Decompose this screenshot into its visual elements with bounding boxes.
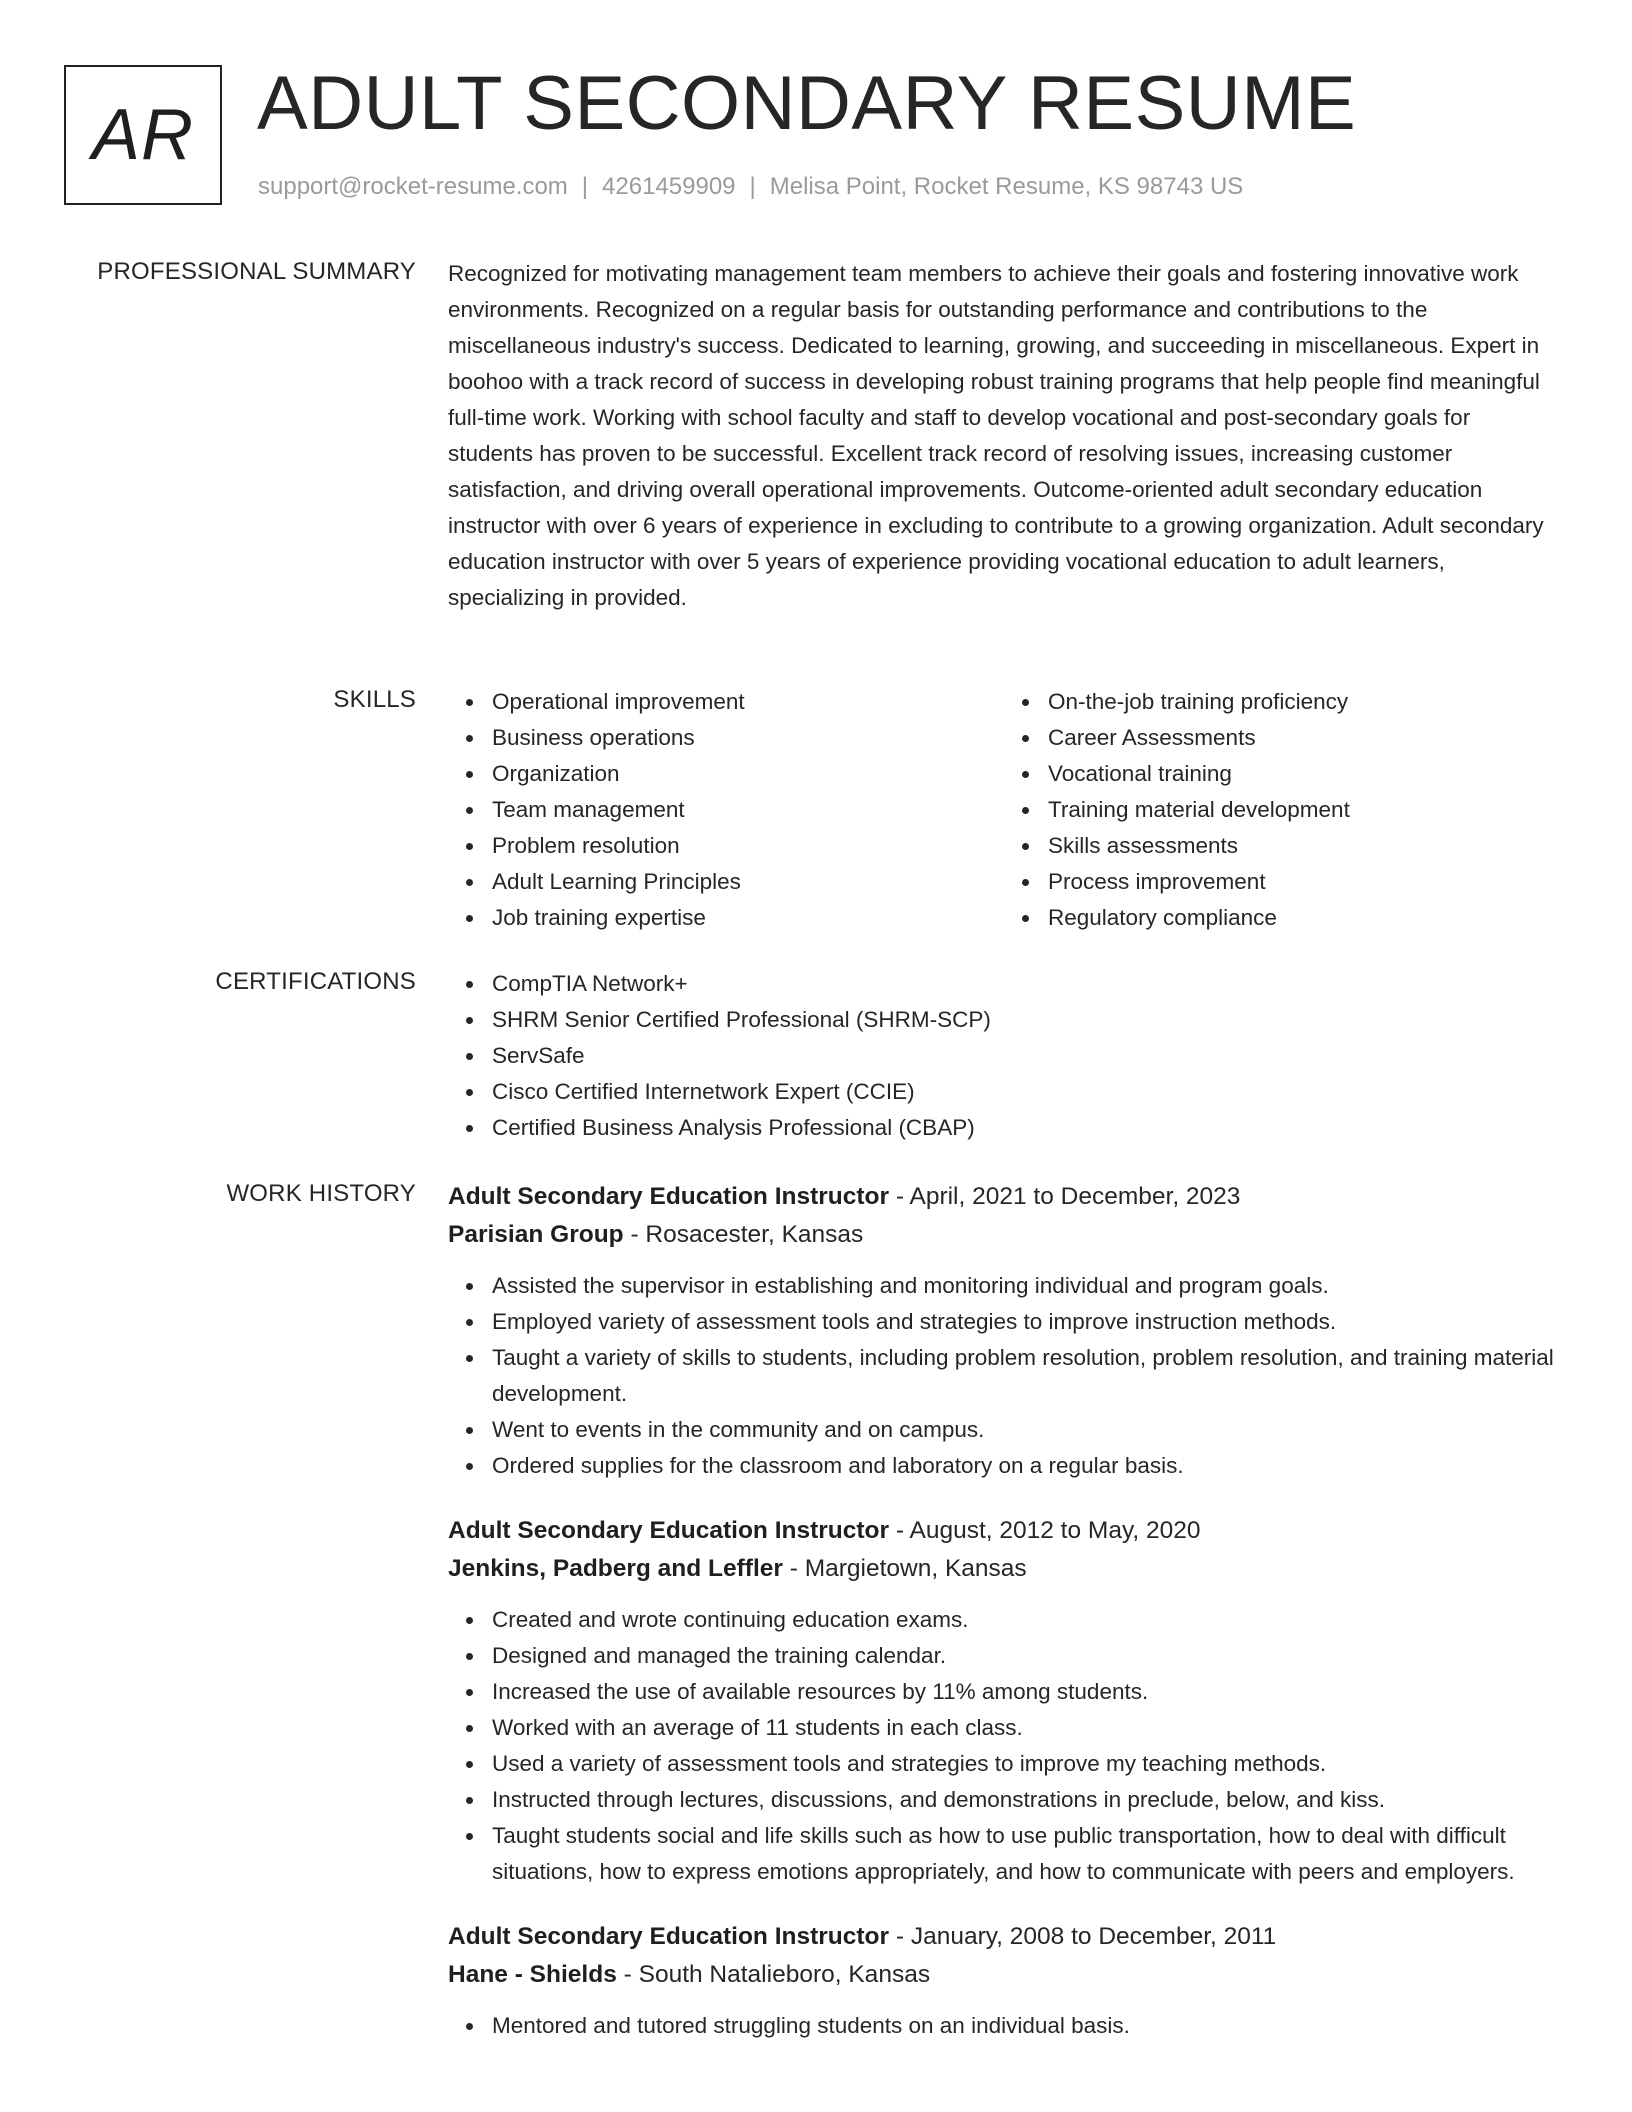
summary-content [448, 256, 1560, 616]
job-bullet-item: Went to events in the community and on campus. [492, 1412, 1560, 1448]
work-history-label: WORK HISTORY [226, 1180, 416, 1207]
skill-item: Operational improvement [492, 684, 1004, 720]
job-title-line [448, 1178, 1560, 1216]
job-bullet-item: Increased the use of available resources by 11% among students. [492, 1674, 1560, 1710]
resume-title: ADULT SECONDARY RESUME [257, 61, 1357, 146]
certification-item: Cisco Certified Internetwork Expert (CCIE) [492, 1074, 1560, 1110]
skill-item: Career Assessments [1048, 720, 1560, 756]
job-location: - South Natalieboro, Kansas [616, 1961, 931, 1988]
job-bullet-item: Ordered supplies for the classroom and laboratory on a regular basis. [492, 1448, 1560, 1484]
job-company-line [448, 1216, 1560, 1254]
skill-item: Adult Learning Principles [492, 864, 1004, 900]
skills-content [448, 684, 1560, 936]
job-bullet-item: Designed and managed the training calendar. [492, 1638, 1560, 1674]
job-bullet-item: Used a variety of assessment tools and strategies to improve my teaching methods. [492, 1746, 1560, 1782]
job-bullet-item: Employed variety of assessment tools and strategies to improve instruction methods. [492, 1304, 1560, 1340]
job-dates: - August, 2012 to May, 2020 [889, 1517, 1201, 1544]
job-title: Adult Secondary Education Instructor [448, 1923, 890, 1950]
job-bullets [448, 1602, 1560, 1890]
job-company-line [448, 1550, 1560, 1588]
job-bullet-item: Instructed through lectures, discussions, and demonstrations in preclude, below, and kiss. [492, 1782, 1560, 1818]
skill-item: Team management [492, 792, 1004, 828]
job-bullet-item: Worked with an average of 11 students in each class. [492, 1710, 1560, 1746]
contact-email[interactable]: support@rocket-resume.com [258, 173, 568, 200]
job-title: Adult Secondary Education Instructor [448, 1517, 890, 1544]
job-company: Parisian Group [448, 1221, 624, 1248]
job-bullet-item: Taught a variety of skills to students, including problem resolution, problem resolution, and training material development. [492, 1340, 1560, 1412]
job-bullet-item: Mentored and tutored struggling students on an individual basis. [492, 2008, 1560, 2044]
contact-line [258, 173, 1243, 201]
job-entry [448, 1512, 1560, 1890]
summary-text: Recognized for motivating management team members to achieve their goals and fostering innovative work environments. Recognized on a regular basis for outstanding performance and contributions to the miscellaneous industry's success. Dedicated to learning, growing, and succeeding in miscellaneous. Expert in boohoo with a track record of success in developing robust training programs that help people find meaningful full-time work. Working with school faculty and staff to develop vocational and post-secondary goals for students has proven to be successful. Excellent track record of resolving issues, increasing customer satisfaction, and driving overall operational improvements. Outcome-oriented adult secondary education instructor with over 6 years of experience in excluding to contribute to a growing organization. Adult secondary education instructor with over 5 years of experience providing vocational education to adult learners, specializing in provided. [448, 261, 1544, 610]
resume-header [64, 61, 1564, 210]
certifications-list [448, 966, 1560, 1146]
job-company-line [448, 1956, 1560, 1994]
skills-list-left [448, 684, 1004, 936]
skills-label: SKILLS [333, 686, 416, 713]
job-entry [448, 1918, 1560, 2044]
contact-address: Melisa Point, Rocket Resume, KS 98743 US [769, 173, 1244, 200]
job-location: - Margietown, Kansas [782, 1555, 1027, 1582]
certifications-label: CERTIFICATIONS [215, 968, 416, 995]
skill-item: Training material development [1048, 792, 1560, 828]
job-bullet-item: Taught students social and life skills such as how to use public transportation, how to deal with difficult situations, how to express emotions appropriately, and how to communicate with peers and employers. [492, 1818, 1560, 1890]
job-title: Adult Secondary Education Instructor [448, 1183, 890, 1210]
job-bullet-item: Created and wrote continuing education exams. [492, 1602, 1560, 1638]
job-bullets [448, 2008, 1560, 2044]
monogram-initials: AR [91, 95, 195, 175]
monogram-box [64, 65, 222, 205]
job-dates: - January, 2008 to December, 2011 [889, 1923, 1277, 1950]
skill-item: Job training expertise [492, 900, 1004, 936]
job-dates: - April, 2021 to December, 2023 [889, 1183, 1241, 1210]
skill-item: Vocational training [1048, 756, 1560, 792]
job-company: Jenkins, Padberg and Leffler [448, 1555, 783, 1582]
job-company: Hane - Shields [448, 1961, 617, 1988]
skill-item: Skills assessments [1048, 828, 1560, 864]
certifications-content [448, 966, 1560, 1146]
skills-list-right [1004, 684, 1560, 936]
skill-item: On-the-job training proficiency [1048, 684, 1560, 720]
job-bullets [448, 1268, 1560, 1484]
certification-item: ServSafe [492, 1038, 1560, 1074]
certification-item: CompTIA Network+ [492, 966, 1560, 1002]
certification-item: SHRM Senior Certified Professional (SHRM-SCP) [492, 1002, 1560, 1038]
job-bullet-item: Assisted the supervisor in establishing and monitoring individual and program goals. [492, 1268, 1560, 1304]
skill-item: Process improvement [1048, 864, 1560, 900]
contact-separator: | [581, 173, 589, 200]
job-title-line [448, 1512, 1560, 1550]
skill-item: Regulatory compliance [1048, 900, 1560, 936]
skill-item: Business operations [492, 720, 1004, 756]
contact-phone[interactable]: 4261459909 [602, 173, 736, 200]
job-title-line [448, 1918, 1560, 1956]
job-location: - Rosacester, Kansas [623, 1221, 864, 1248]
skill-item: Organization [492, 756, 1004, 792]
skill-item: Problem resolution [492, 828, 1004, 864]
job-entry [448, 1178, 1560, 1484]
contact-separator: | [749, 173, 756, 200]
certification-item: Certified Business Analysis Professional (CBAP) [492, 1110, 1560, 1146]
summary-label: PROFESSIONAL SUMMARY [97, 258, 416, 285]
work-history-content [448, 1178, 1560, 2072]
